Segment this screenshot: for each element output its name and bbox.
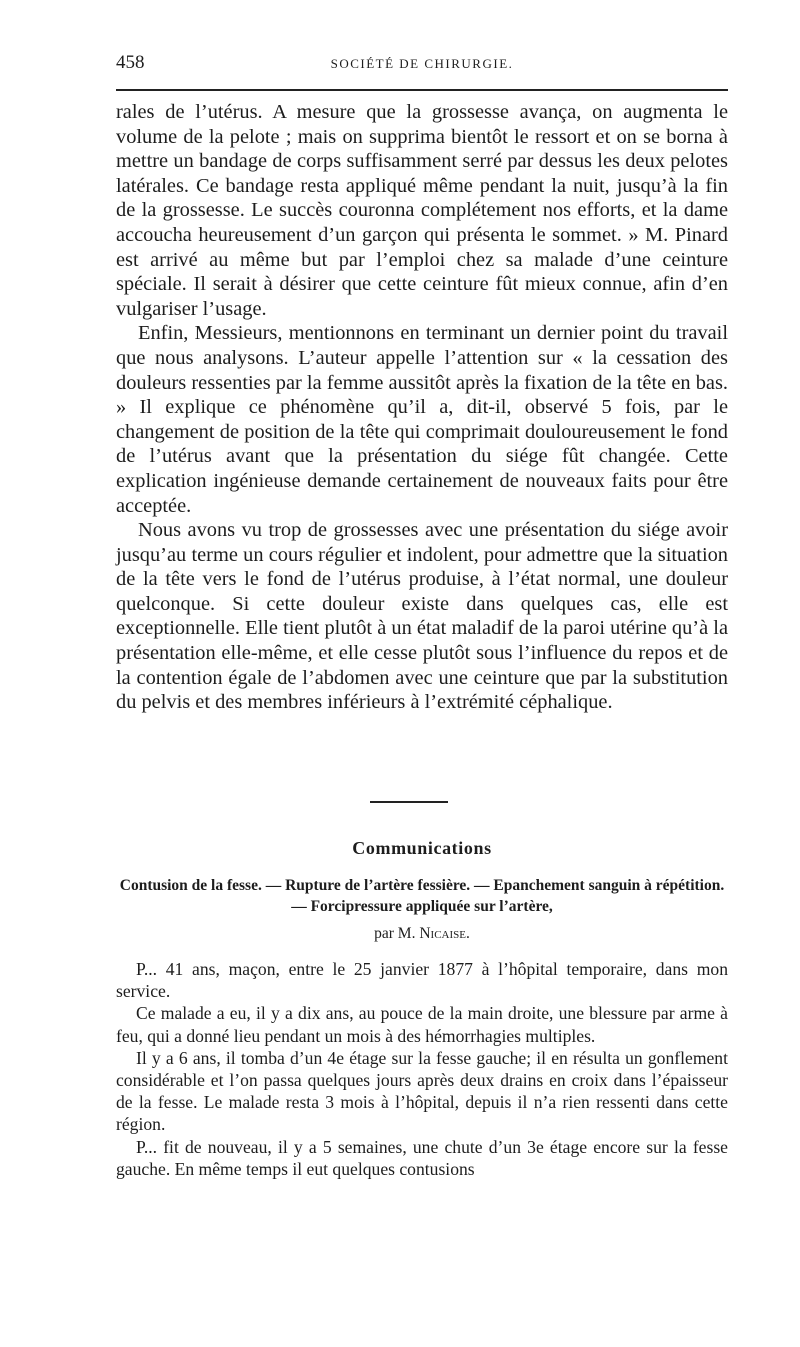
journal-title: SOCIÉTÉ DE CHIRURGIE. — [330, 56, 514, 71]
case-paragraph: P... fit de nouveau, il y a 5 semaines, une chute d’un 3e étage encore sur la fesse gauche. En même temps il eut quelques contusions — [116, 1136, 728, 1179]
article-title: Contusion de la fesse. — Rupture de l’artère fessière. — Epanchement sanguin à répétition. — Forcipressure appliquée sur l’artère, — [119, 877, 725, 915]
paragraph-continued: rales de l’utérus. A mesure que la grossesse avança, on augmenta le volume de la pelote ; mais on supprima bientôt le ressort et on se borna à mettre un bandage de corps suffisamment serré par dessus les deux pelotes latérales. Ce bandage resta appliqué même pendant la nuit, jusqu’à la fin de la grossesse. Le succès couronna complétement nos efforts, et la dame accoucha heureusement d’un garçon qui présenta le sommet. » M. Pinard est arrivé au même but par l’emploi chez sa malade d’une ceinture spéciale. Il serait à désirer que cette ceinture fût mieux connue, afin d’en vulgariser l’usage. — [116, 101, 728, 320]
author-prefix: par M. — [374, 925, 416, 942]
running-head — [116, 52, 728, 76]
section-divider — [370, 801, 448, 803]
main-text — [116, 100, 728, 715]
author-name: Nicaise. — [419, 925, 470, 942]
paragraph: Enfin, Messieurs, mentionnons en terminant un dernier point du travail que nous analysons. L’auteur appelle l’attention sur « la cessation des douleurs ressenties par la femme aussitôt après la fixation de la tête en bas. » Il explique ce phénomène qu’il a, dit-il, observé 5 fois, par le changement de position de la tête qui comprimait douloureusement le fond de l’utérus avant que la présentation du siége fût changée. Cette explication ingénieuse demande certainement de nouveaux faits pour être acceptée. — [116, 322, 728, 517]
article-author — [116, 925, 728, 943]
case-report-text — [116, 958, 728, 1180]
paragraph: Nous avons vu trop de grossesses avec une présentation du siége avoir jusqu’au terme un cours régulier et indolent, pour admettre que la situation de la tête vers le fond de l’utérus produise, à l’état normal, une douleur quelconque. Si cette douleur existe dans quelques cas, elle est exceptionnelle. Elle tient plutôt à un état maladif de la paroi utérine qu’à la présentation elle-même, et elle cesse plutôt sous l’influence du repos et de la contention égale de l’abdomen avec une ceinture que par la substitution du pelvis et des membres inférieurs à l’extrémité céphalique. — [116, 519, 728, 714]
page-number: 458 — [116, 52, 145, 73]
header-rule — [116, 89, 728, 91]
case-paragraph: P... 41 ans, maçon, entre le 25 janvier 1877 à l’hôpital temporaire, dans mon service. — [116, 959, 728, 1002]
case-paragraph: Il y a 6 ans, il tomba d’un 4e étage sur la fesse gauche; il en résulta un gonflement considérable et l’on passa quelques jours après deux drains en croix dans l’épaisseur de la fesse. Le malade resta 3 mois à l’hôpital, depuis il n’a rien ressenti dans cette région. — [116, 1047, 728, 1135]
section-heading: Communications — [352, 838, 492, 858]
case-paragraph: Ce malade a eu, il y a dix ans, au pouce de la main droite, une blessure par arme à feu, qui a donné lieu pendant un mois à des hémorrhagies multiples. — [116, 1003, 728, 1046]
